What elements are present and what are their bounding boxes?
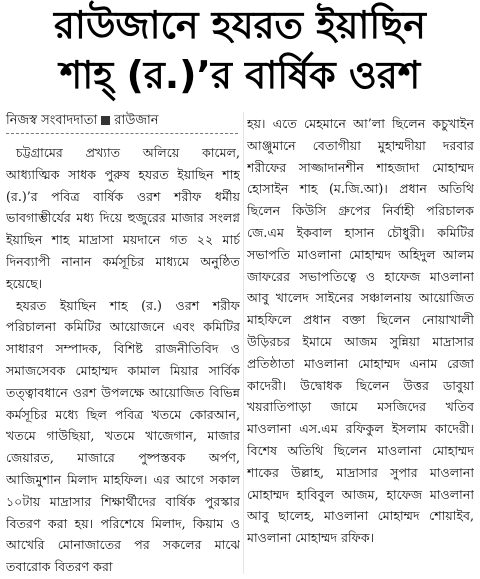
- headline-line-1: রাউজানে হযরত ইয়াছিন: [54, 3, 426, 47]
- byline: [6, 112, 238, 134]
- headline-line-2: শাহ্ (র.)’র বার্ষিক ওরশ: [59, 53, 421, 97]
- column-divider: [243, 112, 244, 574]
- article-paragraph-1: চট্টগ্রামের প্রখ্যাত অলিয়ে কামেল, আধ্যাত্মিক সাধক পুরুষ হযরত ইয়াছিন শাহ (র.)’র পবিত্র বার্ষিক ওরশ শরীফ ধর্মীয় ভাবগাম্ভীর্যের মধ্য দিয়ে হুজুরের মাজার সংলগ্ন ইয়াছিন শাহ মাদ্রাসা ময়দানে গত ২২ মার্চ দিনব্যাপী নানান কর্মসূচির মাধ্যমে অনুষ্ঠিত হয়েছে।: [6, 145, 240, 291]
- reporter-credit: নিজস্ব সংবাদদাতা: [6, 113, 98, 128]
- article-column-1: [6, 142, 240, 574]
- article-paragraph-2: হযরত ইয়াছিন শাহ (র.) ওরশ শরীফ পরিচালনা কমিটির আয়োজনে এবং কমিটির সাধারণ সম্পাদক, বিশিষ্ট রাজনীতিবিদ ও সমাজসেবক মোহাম্মদ কামাল মিয়ার সার্বিক তত্ত্বাবধানে ওরশ উপলক্ষে আয়োজিত বিভিন্ন কর্মসূচির মধ্যে ছিল পবিত্র খতমে কোরআন, খতমে গাউছিয়া, খতমে খাজেগান, মাজার জেয়ারত, মাজারে পুষ্পস্তবক অর্পণ, আজিমুশান মিলাদ মাহফিল। এর আগে সকাল ১০টায় মাদ্রাসার শিক্ষার্থীদের বার্ষিক পুরস্কার বিতরণ করা হয়। পরিশেষে মিলাদ, কিয়াম ও আখেরি মোনাজাতের পর সকলের মাঝে তবারোক বিতরণ করা: [6, 297, 240, 574]
- headline: [0, 0, 480, 100]
- dateline-location: রাউজান: [114, 113, 159, 128]
- separator-square-icon: [101, 116, 110, 125]
- article-column-2: [247, 113, 474, 575]
- article-paragraph-3: হয়। এতে মেহমানে আ’লা ছিলেন কচুখাইন আঞ্জুমানে বেতাগীয়া মুহাম্মদীয়া দরবার শরীফের সাজ্জাদানশীন শাহজাদা মোহাম্মদ হোসাইন শাহ (ম.জি.আ)। প্রধান অতিথি ছিলেন কিউসি গ্রুপের নির্বাহী পরিচালক জে.এম ইকবাল হাসান চৌধুরী। কমিটির সভাপতি মাওলানা মোহাম্মদ অহিদুল আলম জাফরের সভাপতিত্বে ও হাফেজ মাওলানা আবু খালেদ সাইনের সঞ্চালনায় আয়োজিত মাহফিলে প্রধান বক্তা ছিলেন নোয়াখালী উড়িরচর ইমামে আজম সুন্নিয়া মাদ্রাসার প্রতিষ্ঠাতা মাওলানা মোহাম্মদ এনাম রেজা কাদেরী। উদ্বোধক ছিলেন উত্তর ডাবুয়া খয়রাতিপাড়া জামে মসজিদের খতিব মাওলানা এস.এম রফিকুল ইসলাম কাদেরী। বিশেষ অতিথি ছিলেন মাওলানা মোহাম্মদ শাকের উল্লাহ, মাদ্রাসার সুপার মাওলানা মোহাম্মদ হাবিবুল আজম, হাফেজ মাওলানা আবু ছালেহ, মাওলানা মোহাম্মদ শোয়াইব, মাওলানা মোহাম্মদ রফিক।: [247, 116, 474, 546]
